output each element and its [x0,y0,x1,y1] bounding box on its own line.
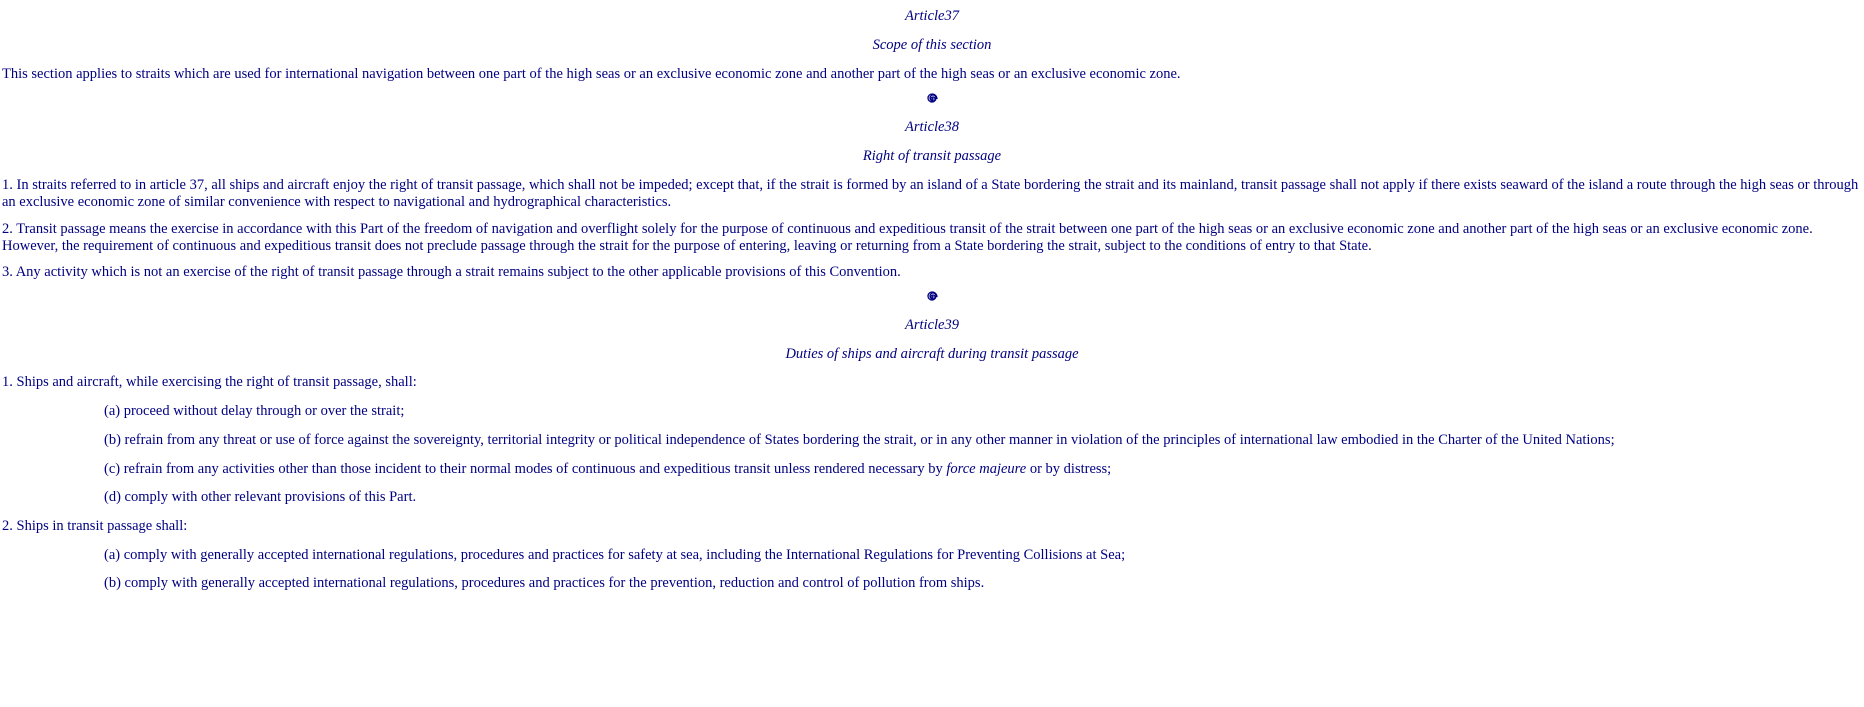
article38-subtitle: Right of transit passage [862,148,1002,164]
article38-paragraph-3: 3. Any activity which is not an exercise of the right of transit passage through a strait remains subject to the other applicable provisions of this Convention. [2,264,901,280]
item-1c-text-after: or by distress; [1026,461,1112,477]
spiral-icon [925,288,939,304]
separator [2,90,1862,107]
article39-subtitle: Duties of ships and aircraft during transit passage [785,346,1079,362]
item-1c-text-before: (c) refrain from any activities other than those incident to their normal modes of continuous and expeditious transit unless rendered necessary by [104,461,947,477]
article38-paragraph-2: 2. Transit passage means the exercise in accordance with this Part of the freedom of navigation and overflight solely for the purpose of continuous and expeditious transit of the strait between one part of the high seas or an exclusive economic zone and another part of the high seas or an exclusive economic zone. However, the requirement of continuous and expeditious transit does not preclude passage through the strait for the purpose of entering, leaving or returning from a State bordering the strait, subject to the conditions of entry to that State. [2,221,1813,254]
article39-paragraph-1: 1. Ships and aircraft, while exercising the right of transit passage, shall: [2,374,417,390]
article38-paragraph-1: 1. In straits referred to in article 37, all ships and aircraft enjoy the right of transit passage, which shall not be impeded; except that, if the strait is formed by an island of a State bordering the strait and its mainland, transit passage shall not apply if there exists seaward of the island a route through the high seas or through an exclusive economic zone of similar convenience with respect to navigational and hydrographical characteristics. [2,177,1859,210]
article37-subtitle: Scope of this section [872,37,992,53]
separator [2,288,1862,305]
article37-heading: Article37 [905,8,959,24]
item-1c-italic-term: force majeure [946,461,1027,477]
article39-item-1a: (a) proceed without delay through or over the strait; [104,403,405,419]
article39-item-1d: (d) comply with other relevant provisions of this Part. [104,489,417,505]
article39-item-2b: (b) comply with generally accepted international regulations, procedures and practices for the prevention, reduction and control of pollution from ships. [104,575,985,591]
article39-heading: Article39 [905,317,959,333]
spiral-icon [925,90,939,106]
article37-text: This section applies to straits which are used for international navigation between one part of the high seas or an exclusive economic zone and another part of the high seas or an exclusive economic zone. [2,66,1181,82]
article38-heading: Article38 [905,119,959,135]
article39-paragraph-2: 2. Ships in transit passage shall: [2,518,188,534]
article39-item-1b: (b) refrain from any threat or use of force against the sovereignty, territorial integrity or political independence of States bordering the strait, or in any other manner in violation of the principles of international law embodied in the Charter of the United Nations; [104,432,1615,448]
article39-item-1c [104,461,1860,478]
article39-item-2a: (a) comply with generally accepted international regulations, procedures and practices for safety at sea, including the International Regulations for Preventing Collisions at Sea; [104,547,1126,563]
